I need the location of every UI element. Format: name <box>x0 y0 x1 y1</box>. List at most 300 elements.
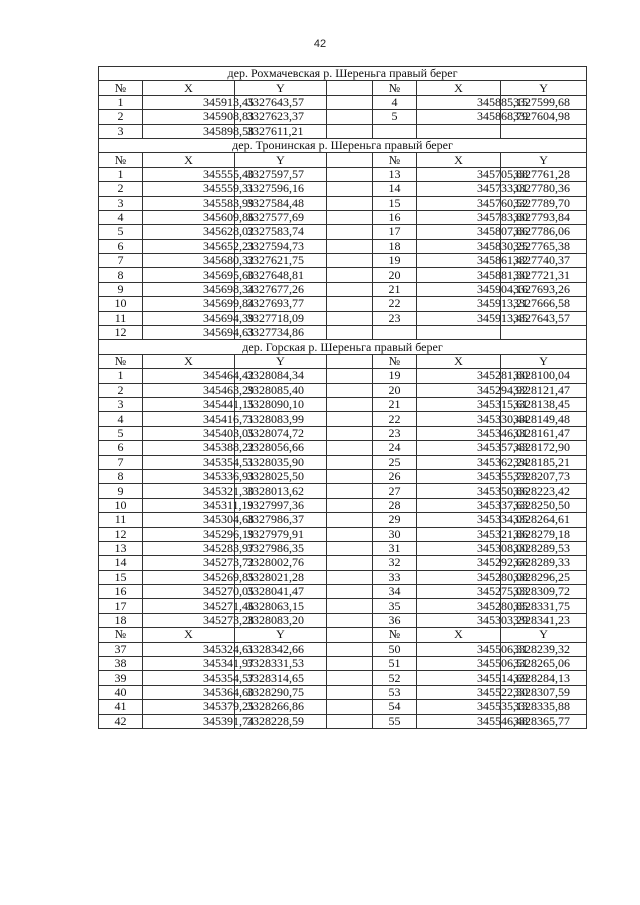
table-row <box>99 671 587 685</box>
table-row <box>99 383 587 397</box>
table-cell: 345321,30 <box>143 484 235 498</box>
table-cell: 345868,79 <box>417 110 501 124</box>
table-cell: 345514,69 <box>417 671 501 685</box>
table-cell: 2 <box>99 182 143 196</box>
table-cell: 5 <box>373 110 417 124</box>
table-cell: 8 <box>99 268 143 282</box>
table-cell: 3328341,23 <box>501 613 587 627</box>
table-cell: 1 <box>99 369 143 383</box>
column-header: Y <box>235 354 327 368</box>
table-cell: 3328314,65 <box>235 671 327 685</box>
table-cell: 3328138,45 <box>501 397 587 411</box>
table-cell: 345273,28 <box>143 613 235 627</box>
column-header: Y <box>235 153 327 167</box>
table-row <box>99 239 587 253</box>
table-cell <box>373 326 417 340</box>
table-cell: 51 <box>373 657 417 671</box>
table-cell: 3328035,90 <box>235 455 327 469</box>
table-cell: 345292,66 <box>417 556 501 570</box>
table-row <box>99 311 587 325</box>
header-row <box>99 81 587 95</box>
table-cell: 54 <box>373 700 417 714</box>
table-cell: 9 <box>99 484 143 498</box>
table-cell: 3327584,48 <box>235 196 327 210</box>
table-cell: 3328025,50 <box>235 469 327 483</box>
table-row <box>99 412 587 426</box>
table-cell: 345321,86 <box>417 527 501 541</box>
table-cell: 3 <box>99 196 143 210</box>
table-row <box>99 110 587 124</box>
table-cell: 14 <box>373 182 417 196</box>
table-cell <box>327 570 373 584</box>
table-cell: 6 <box>99 441 143 455</box>
table-cell <box>327 441 373 455</box>
column-header <box>327 628 373 642</box>
table-row <box>99 642 587 656</box>
table-cell: 345275,03 <box>417 585 501 599</box>
table-cell: 41 <box>99 700 143 714</box>
table-cell: 17 <box>373 225 417 239</box>
table-cell: 30 <box>373 527 417 541</box>
table-cell: 3327621,75 <box>235 254 327 268</box>
table-cell: 2 <box>99 110 143 124</box>
table-cell <box>327 484 373 498</box>
table-cell: 345330,44 <box>417 412 501 426</box>
table-cell: 345350,86 <box>417 484 501 498</box>
table-cell <box>327 426 373 440</box>
table-cell: 345783,80 <box>417 210 501 224</box>
table-cell: 3328090,10 <box>235 397 327 411</box>
table-cell: 345441,15 <box>143 397 235 411</box>
table-cell: 3328223,42 <box>501 484 587 498</box>
table-cell: 3328084,34 <box>235 369 327 383</box>
table-cell: 4 <box>99 412 143 426</box>
table-cell: 22 <box>373 412 417 426</box>
table-cell: 3327986,35 <box>235 541 327 555</box>
column-header: X <box>417 354 501 368</box>
table-cell: 3327721,31 <box>501 268 587 282</box>
table-cell: 345304,68 <box>143 513 235 527</box>
table-cell: 19 <box>373 254 417 268</box>
table-cell: 345652,23 <box>143 239 235 253</box>
table-cell: 345280,85 <box>417 599 501 613</box>
table-cell: 7 <box>99 254 143 268</box>
table-cell: 3328083,20 <box>235 613 327 627</box>
table-cell: 16 <box>99 585 143 599</box>
table-cell: 345733,01 <box>417 182 501 196</box>
table-cell: 345705,88 <box>417 167 501 181</box>
table-cell: 26 <box>373 469 417 483</box>
column-header: № <box>373 153 417 167</box>
table-cell: 3327718,09 <box>235 311 327 325</box>
table-row <box>99 297 587 311</box>
table-cell: 3328161,47 <box>501 426 587 440</box>
table-row <box>99 469 587 483</box>
table-cell <box>327 268 373 282</box>
table-cell: 3328100,04 <box>501 369 587 383</box>
table-cell: 345698,34 <box>143 282 235 296</box>
table-cell <box>327 254 373 268</box>
table-cell: 3327583,74 <box>235 225 327 239</box>
table-cell <box>417 326 501 340</box>
table-cell: 3327597,57 <box>235 167 327 181</box>
table-cell <box>327 210 373 224</box>
table-cell: 1 <box>99 167 143 181</box>
table-row <box>99 613 587 627</box>
table-cell: 345628,02 <box>143 225 235 239</box>
section-title: дер. Горская р. Шереньга правый берег <box>99 340 587 354</box>
table-cell: 3327611,21 <box>235 124 327 138</box>
table-row <box>99 225 587 239</box>
table-cell: 9 <box>99 282 143 296</box>
table-cell: 3328342,66 <box>235 642 327 656</box>
table-row <box>99 527 587 541</box>
table-cell: 345403,05 <box>143 426 235 440</box>
table-cell: 345315,61 <box>417 397 501 411</box>
table-row <box>99 599 587 613</box>
table-cell <box>327 167 373 181</box>
table-cell <box>501 124 587 138</box>
table-cell <box>327 527 373 541</box>
table-cell: 3328335,88 <box>501 700 587 714</box>
table-cell: 3327986,37 <box>235 513 327 527</box>
table-cell: 345283,97 <box>143 541 235 555</box>
table-cell: 345463,29 <box>143 383 235 397</box>
table-cell: 6 <box>99 239 143 253</box>
table-cell: 18 <box>373 239 417 253</box>
table-cell: 40 <box>99 685 143 699</box>
table-cell <box>373 124 417 138</box>
table-cell: 13 <box>373 167 417 181</box>
table-cell: 3328172,90 <box>501 441 587 455</box>
table-cell: 42 <box>99 714 143 728</box>
table-cell: 345362,24 <box>417 455 501 469</box>
header-row <box>99 354 587 368</box>
table-cell: 12 <box>99 527 143 541</box>
table-cell: 3328290,75 <box>235 685 327 699</box>
column-header: № <box>99 354 143 368</box>
table-row <box>99 210 587 224</box>
table-cell: 28 <box>373 498 417 512</box>
table-cell: 3328264,61 <box>501 513 587 527</box>
table-row <box>99 685 587 699</box>
table-cell: 21 <box>373 397 417 411</box>
table-cell <box>327 613 373 627</box>
table-cell: 4 <box>373 95 417 109</box>
section-title-row <box>99 138 587 152</box>
table-cell <box>327 700 373 714</box>
table-cell: 345391,74 <box>143 714 235 728</box>
table-cell: 345861,42 <box>417 254 501 268</box>
table-cell: 345357,43 <box>417 441 501 455</box>
column-header: X <box>143 153 235 167</box>
table-row <box>99 484 587 498</box>
table-cell: 39 <box>99 671 143 685</box>
column-header: X <box>143 81 235 95</box>
table-cell: 345341,97 <box>143 657 235 671</box>
table-cell <box>327 412 373 426</box>
table-cell: 15 <box>99 570 143 584</box>
table-cell <box>327 182 373 196</box>
table-cell: 3327643,57 <box>235 95 327 109</box>
table-cell: 3328085,40 <box>235 383 327 397</box>
table-cell <box>327 225 373 239</box>
table-cell: 5 <box>99 426 143 440</box>
table-cell: 345904,16 <box>417 282 501 296</box>
section-title-row <box>99 340 587 354</box>
table-cell <box>327 498 373 512</box>
table-row <box>99 182 587 196</box>
table-cell: 345898,58 <box>143 124 235 138</box>
table-cell: 3328041,47 <box>235 585 327 599</box>
table-cell: 52 <box>373 671 417 685</box>
table-row <box>99 254 587 268</box>
table-cell: 345830,25 <box>417 239 501 253</box>
table-row <box>99 513 587 527</box>
table-cell: 345464,42 <box>143 369 235 383</box>
table-cell: 3328331,75 <box>501 599 587 613</box>
table-cell: 3328266,86 <box>235 700 327 714</box>
table-cell: 345695,60 <box>143 268 235 282</box>
table-row <box>99 714 587 728</box>
table-cell: 3327623,37 <box>235 110 327 124</box>
table-cell: 3327596,16 <box>235 182 327 196</box>
table-cell: 3327693,77 <box>235 297 327 311</box>
column-header: Y <box>235 628 327 642</box>
page-number: 42 <box>313 38 327 50</box>
table-cell: 345559,31 <box>143 182 235 196</box>
table-cell <box>327 541 373 555</box>
table-cell: 3328228,59 <box>235 714 327 728</box>
table-row <box>99 369 587 383</box>
table-cell: 14 <box>99 556 143 570</box>
table-cell: 345273,72 <box>143 556 235 570</box>
table-cell: 3327780,36 <box>501 182 587 196</box>
table-cell: 345281,80 <box>417 369 501 383</box>
column-header: № <box>373 354 417 368</box>
table-cell <box>327 513 373 527</box>
table-cell: 345303,29 <box>417 613 501 627</box>
column-header: Y <box>235 81 327 95</box>
table-cell: 345913,45 <box>143 95 235 109</box>
table-cell <box>327 311 373 325</box>
table-cell: 15 <box>373 196 417 210</box>
table-cell: 3328002,76 <box>235 556 327 570</box>
table-cell <box>327 585 373 599</box>
table-cell: 3328279,18 <box>501 527 587 541</box>
table-cell: 345535,13 <box>417 700 501 714</box>
table-cell: 11 <box>99 513 143 527</box>
table-row <box>99 95 587 109</box>
column-header: X <box>143 628 235 642</box>
table-cell: 3327666,58 <box>501 297 587 311</box>
table-cell: 21 <box>373 282 417 296</box>
table-cell: 11 <box>99 311 143 325</box>
table-cell: 23 <box>373 426 417 440</box>
section-title: дер. Рохмачевская р. Шереньга правый берег <box>99 67 587 81</box>
table-cell: 3328365,77 <box>501 714 587 728</box>
table-cell <box>327 95 373 109</box>
table-cell <box>327 556 373 570</box>
table-cell <box>327 124 373 138</box>
table-cell: 34 <box>373 585 417 599</box>
table-cell: 20 <box>373 383 417 397</box>
table-cell: 3327677,26 <box>235 282 327 296</box>
table-cell: 345280,08 <box>417 570 501 584</box>
table-cell <box>327 642 373 656</box>
table-cell: 3327997,36 <box>235 498 327 512</box>
table-cell: 3328331,53 <box>235 657 327 671</box>
table-cell: 29 <box>373 513 417 527</box>
table-cell: 3328307,59 <box>501 685 587 699</box>
table-cell: 345546,48 <box>417 714 501 728</box>
table-cell <box>417 124 501 138</box>
table-row <box>99 657 587 671</box>
table-cell: 27 <box>373 484 417 498</box>
column-header <box>327 354 373 368</box>
table-cell: 345506,31 <box>417 642 501 656</box>
table-cell: 345324,61 <box>143 642 235 656</box>
table-cell: 345913,21 <box>417 297 501 311</box>
table-cell: 3328074,72 <box>235 426 327 440</box>
table-cell: 345609,86 <box>143 210 235 224</box>
table-cell: 13 <box>99 541 143 555</box>
table-cell: 345699,84 <box>143 297 235 311</box>
table-cell: 3327789,70 <box>501 196 587 210</box>
table-cell: 36 <box>373 613 417 627</box>
table-cell: 7 <box>99 455 143 469</box>
table-cell: 345555,40 <box>143 167 235 181</box>
column-header: Y <box>501 628 587 642</box>
column-header: № <box>99 153 143 167</box>
table-cell: 345807,86 <box>417 225 501 239</box>
table-cell: 19 <box>373 369 417 383</box>
table-cell: 345364,60 <box>143 685 235 699</box>
column-header: X <box>143 354 235 368</box>
table-cell: 3328063,15 <box>235 599 327 613</box>
section-title-row <box>99 67 587 81</box>
column-header: № <box>99 628 143 642</box>
table-cell: 345334,05 <box>417 513 501 527</box>
table-row <box>99 426 587 440</box>
table-cell: 345311,19 <box>143 498 235 512</box>
table-cell: 3 <box>99 397 143 411</box>
table-cell: 3327761,28 <box>501 167 587 181</box>
table-cell: 20 <box>373 268 417 282</box>
table-cell: 345346,01 <box>417 426 501 440</box>
table-cell: 345337,63 <box>417 498 501 512</box>
coordinates-table <box>98 66 587 729</box>
table-row <box>99 167 587 181</box>
table-cell: 38 <box>99 657 143 671</box>
table-cell: 31 <box>373 541 417 555</box>
table-cell: 3328021,28 <box>235 570 327 584</box>
table-cell: 3328289,33 <box>501 556 587 570</box>
table-cell: 3328265,06 <box>501 657 587 671</box>
table-cell <box>327 469 373 483</box>
table-cell <box>327 369 373 383</box>
table-cell <box>327 282 373 296</box>
table-cell: 2 <box>99 383 143 397</box>
table-cell: 3327979,91 <box>235 527 327 541</box>
table-cell: 10 <box>99 297 143 311</box>
table-cell: 3327786,06 <box>501 225 587 239</box>
table-cell: 50 <box>373 642 417 656</box>
table-cell <box>327 110 373 124</box>
table-cell: 3328013,62 <box>235 484 327 498</box>
table-cell: 25 <box>373 455 417 469</box>
table-row <box>99 498 587 512</box>
table-cell: 3327577,69 <box>235 210 327 224</box>
table-row <box>99 570 587 584</box>
table-cell: 3328121,47 <box>501 383 587 397</box>
table-cell: 345680,32 <box>143 254 235 268</box>
table-cell: 3328284,13 <box>501 671 587 685</box>
table-cell: 55 <box>373 714 417 728</box>
table-cell: 345908,83 <box>143 110 235 124</box>
table-cell: 345294,92 <box>417 383 501 397</box>
table-cell: 345522,30 <box>417 685 501 699</box>
table-cell: 3328309,72 <box>501 585 587 599</box>
table-cell: 3327793,84 <box>501 210 587 224</box>
table-cell: 3327693,26 <box>501 282 587 296</box>
table-cell: 345760,52 <box>417 196 501 210</box>
table-cell: 53 <box>373 685 417 699</box>
table-cell <box>327 599 373 613</box>
table-row <box>99 700 587 714</box>
table-cell: 345583,99 <box>143 196 235 210</box>
table-row <box>99 124 587 138</box>
table-cell: 24 <box>373 441 417 455</box>
table-cell: 3327648,81 <box>235 268 327 282</box>
column-header: Y <box>501 153 587 167</box>
table-cell: 3328296,25 <box>501 570 587 584</box>
table-cell: 345913,45 <box>417 311 501 325</box>
table-cell: 3327765,38 <box>501 239 587 253</box>
table-cell: 345296,19 <box>143 527 235 541</box>
column-header <box>327 81 373 95</box>
table-cell: 3328239,32 <box>501 642 587 656</box>
table-cell <box>327 657 373 671</box>
table-cell: 345379,25 <box>143 700 235 714</box>
table-cell: 345308,00 <box>417 541 501 555</box>
section-title: дер. Тронинская р. Шереньга правый берег <box>99 138 587 152</box>
table-cell <box>327 297 373 311</box>
table-cell: 345271,46 <box>143 599 235 613</box>
column-header: X <box>417 81 501 95</box>
table-cell <box>327 714 373 728</box>
table-row <box>99 441 587 455</box>
column-header: № <box>373 628 417 642</box>
table-cell: 3328185,21 <box>501 455 587 469</box>
table-cell: 18 <box>99 613 143 627</box>
table-cell: 33 <box>373 570 417 584</box>
column-header: X <box>417 628 501 642</box>
table-cell: 345270,05 <box>143 585 235 599</box>
table-cell: 3328250,50 <box>501 498 587 512</box>
column-header: Y <box>501 81 587 95</box>
table-cell: 8 <box>99 469 143 483</box>
table-row <box>99 196 587 210</box>
header-row <box>99 628 587 642</box>
table-cell: 345885,15 <box>417 95 501 109</box>
table-cell: 345694,39 <box>143 311 235 325</box>
table-cell: 3327643,57 <box>501 311 587 325</box>
table-cell: 3327734,86 <box>235 326 327 340</box>
table-cell: 3327594,73 <box>235 239 327 253</box>
table-cell: 1 <box>99 95 143 109</box>
table-cell: 3328056,66 <box>235 441 327 455</box>
